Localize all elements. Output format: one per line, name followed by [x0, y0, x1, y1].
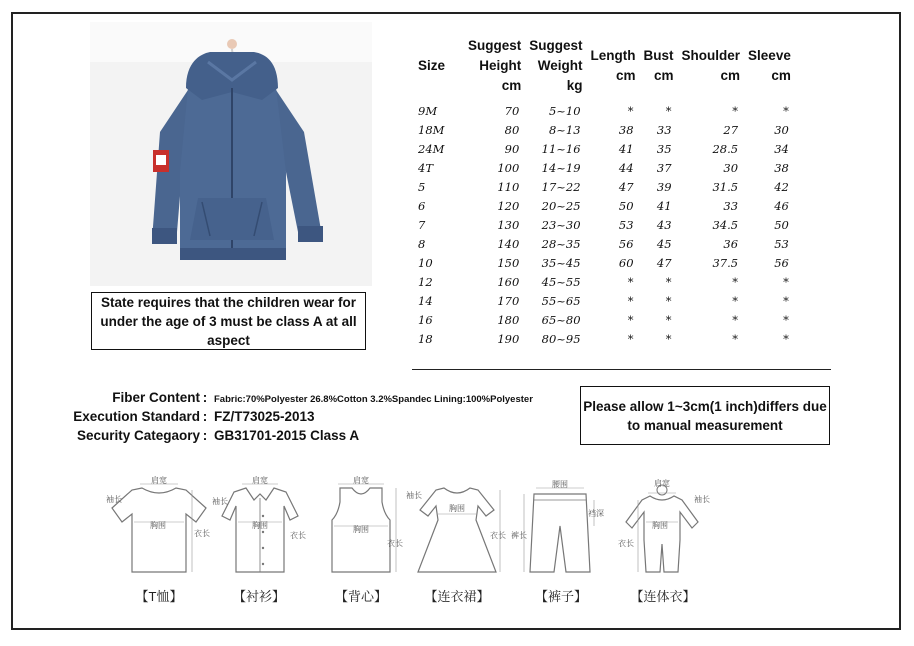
table-cell: 45~55 [541, 275, 581, 289]
table-cell: 33 [723, 199, 739, 213]
table-cell: 90 [504, 142, 520, 156]
table-cell: 47 [618, 180, 634, 194]
table-cell: * [783, 332, 789, 346]
table-cell: 41 [656, 199, 672, 213]
table-cell: 56 [774, 256, 789, 270]
column-header-line: Size [418, 58, 446, 73]
dress-label: 【连衣裙】 [424, 589, 490, 604]
table-cell: 160 [497, 275, 520, 289]
table-cell: 27 [723, 123, 739, 137]
size-chart-body [410, 102, 795, 349]
table-cell: * [665, 275, 672, 289]
pants-crotch-text: 裆深 [588, 509, 604, 518]
product-photo [90, 22, 372, 286]
table-cell: 110 [497, 180, 520, 194]
class-a-notice [91, 292, 366, 350]
table-row [410, 216, 795, 235]
column-header-line: Bust [643, 48, 674, 63]
table-cell: 28.5 [712, 142, 739, 156]
table-cell: 7 [418, 218, 426, 232]
column-header [640, 36, 678, 102]
column-header-line: cm [501, 78, 522, 93]
table-cell: * [627, 275, 634, 289]
security-category-row [0, 428, 359, 443]
table-cell: 53 [618, 218, 634, 232]
table-cell: * [627, 313, 634, 327]
table-cell: 170 [497, 294, 520, 308]
fiber-content-label: Fiber Content [112, 390, 200, 405]
table-cell: 9M [418, 104, 438, 118]
column-header [587, 36, 640, 102]
table-cell: * [732, 294, 739, 308]
dress-length-text: 衣长 [490, 531, 506, 540]
column-header [678, 36, 745, 102]
romper-bust-text: 胸围 [652, 521, 668, 530]
table-cell: 28~35 [541, 237, 581, 251]
shirt-label: 【衬衫】 [232, 589, 285, 604]
table-cell: * [665, 104, 672, 118]
table-cell: 37.5 [712, 256, 739, 270]
table-row [410, 330, 795, 349]
security-category-value: GB31701-2015 Class A [214, 428, 360, 443]
table-cell: 35~45 [541, 256, 581, 270]
table-cell: 30 [723, 161, 739, 175]
hoodie-illustration [90, 22, 372, 286]
table-cell: 24M [418, 142, 445, 156]
table-cell: 43 [656, 218, 672, 232]
table-cell: 5 [418, 180, 426, 194]
pants-length-text: 裤长 [511, 531, 527, 540]
table-cell: 23~30 [541, 218, 581, 232]
table-cell: 50 [618, 199, 634, 213]
table-cell: 18M [418, 123, 445, 137]
table-cell: * [732, 332, 739, 346]
table-cell: 38 [618, 123, 634, 137]
table-row [410, 254, 795, 273]
table-cell: * [665, 294, 672, 308]
table-cell: 11~16 [541, 142, 581, 156]
table-cell: * [783, 294, 789, 308]
table-cell: 120 [497, 199, 520, 213]
column-header-line: Suggest [468, 38, 522, 53]
execution-standard-colon: : [202, 409, 208, 424]
table-cell: * [665, 332, 672, 346]
table-cell: 45 [656, 237, 672, 251]
table-row [410, 140, 795, 159]
romper-diagram [612, 476, 716, 580]
vest-length-text: 衣长 [387, 539, 403, 548]
execution-standard-row [0, 409, 315, 424]
tshirt-length-text: 衣长 [194, 529, 210, 538]
table-cell: 35 [656, 142, 672, 156]
table-cell: * [732, 275, 739, 289]
table-cell: 16 [418, 313, 433, 327]
tshirt-bust-text: 胸围 [150, 521, 166, 530]
table-row [410, 178, 795, 197]
column-header [744, 36, 795, 102]
column-header-line: kg [566, 78, 583, 93]
size-chart-table [410, 36, 795, 349]
security-category-label: Security Categaory [76, 428, 200, 443]
tshirt-shoulder-text: 肩宽 [151, 476, 167, 485]
table-row [410, 197, 795, 216]
table-cell: 42 [774, 180, 789, 194]
table-cell: 8 [418, 237, 426, 251]
tshirt-label: 【T恤】 [135, 589, 183, 604]
table-cell: 34 [774, 142, 789, 156]
table-cell: 37 [656, 161, 672, 175]
measurement-note-text: Please allow 1~3cm(1 inch)differs due to manual measurement [583, 398, 827, 433]
security-category-colon: : [202, 428, 208, 443]
table-cell: * [783, 313, 789, 327]
romper-shoulder-text: 肩宽 [654, 479, 670, 488]
column-header [525, 36, 586, 102]
measurement-note [580, 386, 830, 445]
fiber-content-row [0, 390, 533, 405]
table-cell: 100 [497, 161, 520, 175]
pants-diagram [510, 476, 610, 580]
vest-label: 【背心】 [334, 589, 387, 604]
table-cell: * [665, 313, 672, 327]
table-cell: * [627, 294, 634, 308]
table-cell: 33 [656, 123, 672, 137]
table-cell: 56 [618, 237, 634, 251]
table-cell: 47 [656, 256, 672, 270]
table-cell: 20~25 [541, 199, 581, 213]
column-header-line: cm [720, 68, 741, 83]
table-cell: * [783, 104, 789, 118]
table-cell: 12 [418, 275, 433, 289]
dress-diagram [402, 476, 512, 580]
table-cell: 34.5 [712, 218, 739, 232]
table-cell: 8~13 [548, 123, 581, 137]
fiber-content-value: Fabric:70%Polyester 26.8%Cotton 3.2%Spandec Lining:100%Polyester [214, 394, 533, 405]
shirt-sleeve-text: 袖长 [212, 497, 228, 506]
table-cell: 38 [774, 161, 789, 175]
table-cell: * [732, 313, 739, 327]
column-header-line: Weight [537, 58, 583, 73]
table-cell: 10 [418, 256, 433, 270]
table-cell: 180 [497, 313, 520, 327]
table-cell: 80 [504, 123, 520, 137]
table-cell: 36 [723, 237, 739, 251]
table-cell: 30 [774, 123, 789, 137]
table-row [410, 311, 795, 330]
table-cell: 70 [504, 104, 520, 118]
table-cell: 4T [418, 161, 433, 175]
table-cell: 150 [497, 256, 520, 270]
class-a-notice-text: State requires that the children wear for under the age of 3 must be class A at all aspect [100, 294, 357, 348]
table-row [410, 235, 795, 254]
table-row [410, 292, 795, 311]
romper-length-text: 衣长 [618, 539, 634, 548]
romper-label: 【连体衣】 [630, 589, 696, 604]
vest-bust-text: 胸围 [353, 525, 369, 534]
fiber-content-colon: : [202, 390, 208, 405]
romper-sleeve-text: 袖长 [694, 495, 710, 504]
table-cell: 60 [618, 256, 634, 270]
pants-label: 【裤子】 [534, 589, 587, 604]
section-divider [412, 369, 831, 370]
table-cell: 65~80 [541, 313, 581, 327]
table-cell: 6 [418, 199, 426, 213]
column-header-line: Height [479, 58, 522, 73]
tshirt-diagram [104, 476, 214, 580]
table-cell: 17~22 [541, 180, 581, 194]
column-header [410, 36, 464, 102]
table-cell: 53 [774, 237, 789, 251]
execution-standard-label: Execution Standard [73, 409, 200, 424]
table-cell: * [783, 275, 789, 289]
column-header-line: Shoulder [681, 48, 741, 63]
table-cell: 31.5 [712, 180, 739, 194]
dress-sleeve-text: 袖长 [406, 491, 422, 500]
table-cell: 80~95 [541, 332, 581, 346]
shirt-bust-text: 胸围 [252, 521, 268, 530]
table-row [410, 121, 795, 140]
shirt-shoulder-text: 肩宽 [252, 476, 268, 485]
table-cell: * [627, 104, 634, 118]
shirt-diagram [210, 476, 310, 580]
vest-diagram [316, 476, 406, 580]
column-header-line: cm [616, 68, 636, 83]
table-cell: 14 [418, 294, 433, 308]
table-cell: 55~65 [541, 294, 581, 308]
table-cell: 190 [497, 332, 520, 346]
table-row [410, 273, 795, 292]
column-header [464, 36, 525, 102]
shirt-length-text: 衣长 [290, 531, 306, 540]
table-cell: 50 [774, 218, 789, 232]
column-header-line: Length [590, 48, 636, 63]
table-cell: 46 [774, 199, 789, 213]
execution-standard-value: FZ/T73025-2013 [214, 409, 315, 424]
table-cell: 14~19 [541, 161, 581, 175]
table-cell: 39 [656, 180, 672, 194]
table-cell: * [627, 332, 634, 346]
column-header-line: cm [771, 68, 791, 83]
dress-bust-text: 胸围 [449, 504, 465, 513]
table-cell: 44 [618, 161, 634, 175]
column-header-line: cm [654, 68, 674, 83]
table-cell: 18 [418, 332, 433, 346]
size-chart-header [410, 36, 795, 102]
table-cell: * [732, 104, 739, 118]
tshirt-sleeve-text: 袖长 [106, 495, 122, 504]
table-row [410, 159, 795, 178]
column-header-line: Sleeve [748, 48, 791, 63]
vest-shoulder-text: 肩宽 [353, 476, 369, 485]
size-chart-header-row [410, 36, 795, 102]
table-cell: 5~10 [548, 104, 581, 118]
table-row [410, 102, 795, 121]
table-cell: 140 [497, 237, 520, 251]
table-cell: 41 [618, 142, 634, 156]
pants-waist-text: 腰围 [552, 480, 568, 489]
column-header-line: Suggest [529, 38, 583, 53]
table-cell: 130 [497, 218, 520, 232]
